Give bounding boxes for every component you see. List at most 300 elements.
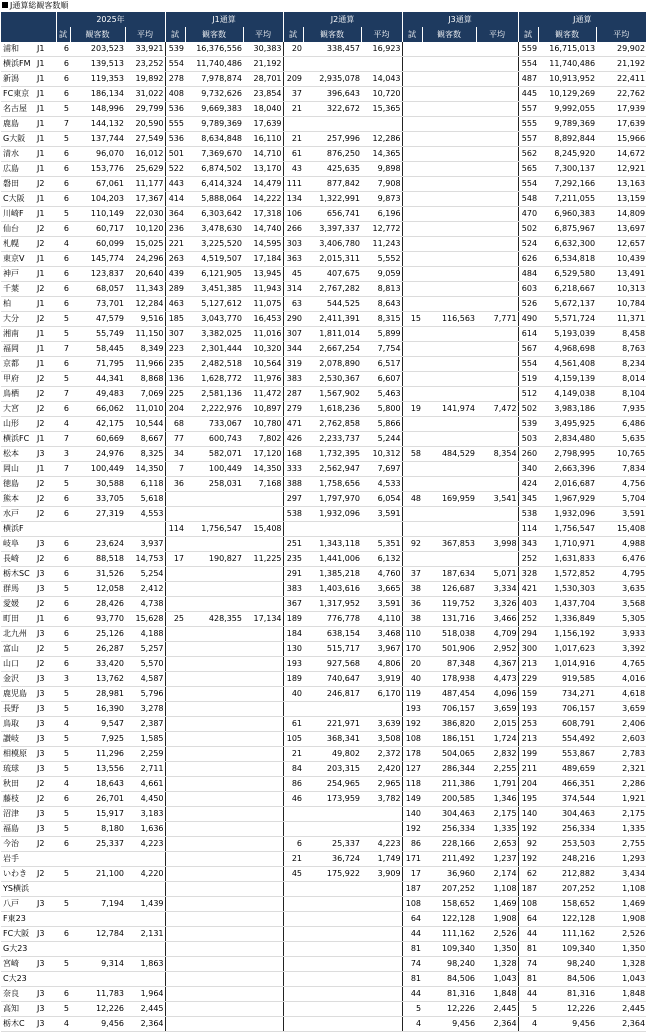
j2-average-cell: 10,312 [361, 447, 402, 462]
j3-games-cell: 81 [402, 942, 422, 957]
j1-average-cell: 11,075 [243, 297, 283, 312]
header-attendance: 観客数 [303, 27, 361, 42]
total-games-cell: 554 [518, 177, 538, 192]
j3-attendance-cell [422, 222, 476, 237]
total-average-cell: 1,328 [596, 957, 646, 972]
games-2025-cell: 6 [56, 357, 70, 372]
header-average: 平均 [243, 27, 283, 42]
j2-average-cell: 15,365 [361, 102, 402, 117]
j2-attendance-cell: 2,762,858 [303, 417, 361, 432]
header-average: 平均 [125, 27, 165, 42]
total-attendance-cell: 1,631,833 [538, 552, 596, 567]
j3-average-cell [476, 117, 518, 132]
team-name-cell: 広島 [1, 162, 34, 177]
attendance-2025-cell: 71,795 [70, 357, 125, 372]
j1-games-cell: 185 [165, 312, 185, 327]
j3-average-cell [476, 57, 518, 72]
team-name-cell: 山形 [1, 417, 34, 432]
games-2025-cell: 3 [56, 447, 70, 462]
j1-games-cell: 539 [165, 42, 185, 57]
total-average-cell: 14,809 [596, 207, 646, 222]
table-row [1, 402, 646, 417]
j1-average-cell: 15,408 [243, 522, 283, 537]
header-attendance: 観客数 [185, 27, 243, 42]
j1-games-cell: 221 [165, 237, 185, 252]
games-2025-cell: 5 [56, 642, 70, 657]
division-cell: J2 [34, 477, 56, 492]
division-cell: J3 [34, 627, 56, 642]
average-2025-cell: 14,753 [125, 552, 165, 567]
j1-average-cell: 17,120 [243, 447, 283, 462]
attendance-2025-cell: 18,643 [70, 777, 125, 792]
total-games-cell: 526 [518, 297, 538, 312]
table-row [1, 717, 646, 732]
total-average-cell: 2,175 [596, 807, 646, 822]
total-games-cell: 503 [518, 432, 538, 447]
attendance-2025-cell: 60,099 [70, 237, 125, 252]
j3-attendance-cell [422, 477, 476, 492]
average-2025-cell [125, 942, 165, 957]
division-cell: J1 [34, 462, 56, 477]
j2-attendance-cell: 221,971 [303, 717, 361, 732]
team-name-cell: G大阪 [1, 132, 34, 147]
j3-games-cell: 44 [402, 927, 422, 942]
team-name-cell: 富山 [1, 642, 34, 657]
j1-games-cell [165, 837, 185, 852]
j1-attendance-cell [185, 822, 243, 837]
j2-attendance-cell: 2,767,282 [303, 282, 361, 297]
total-attendance-cell: 4,159,139 [538, 372, 596, 387]
j2-games-cell: 168 [283, 447, 303, 462]
division-cell [34, 972, 56, 987]
j3-games-cell: 5 [402, 1002, 422, 1017]
j2-average-cell: 6,132 [361, 552, 402, 567]
total-attendance-cell: 554,492 [538, 732, 596, 747]
table-row [1, 1002, 646, 1017]
total-attendance-cell: 2,798,995 [538, 447, 596, 462]
team-name-cell: 磐田 [1, 177, 34, 192]
j1-attendance-cell [185, 1002, 243, 1017]
j1-attendance-cell: 4,519,507 [185, 252, 243, 267]
j1-average-cell [243, 897, 283, 912]
j2-attendance-cell: 338,457 [303, 42, 361, 57]
team-name-cell: 愛媛 [1, 597, 34, 612]
j1-average-cell [243, 672, 283, 687]
division-cell: J2 [34, 387, 56, 402]
j3-games-cell [402, 252, 422, 267]
j2-games-cell: 303 [283, 237, 303, 252]
total-games-cell: 211 [518, 762, 538, 777]
games-2025-cell: 6 [56, 537, 70, 552]
total-attendance-cell: 81,316 [538, 987, 596, 1002]
j1-average-cell: 7,168 [243, 477, 283, 492]
total-attendance-cell: 919,585 [538, 672, 596, 687]
table-row [1, 72, 646, 87]
j2-average-cell: 3,909 [361, 867, 402, 882]
average-2025-cell [125, 882, 165, 897]
total-attendance-cell: 9,789,369 [538, 117, 596, 132]
total-games-cell: 44 [518, 987, 538, 1002]
j2-average-cell: 3,591 [361, 597, 402, 612]
j1-attendance-cell: 582,071 [185, 447, 243, 462]
j1-average-cell: 16,453 [243, 312, 283, 327]
j2-attendance-cell [303, 57, 361, 72]
average-2025-cell: 2,131 [125, 927, 165, 942]
attendance-2025-cell: 26,701 [70, 792, 125, 807]
j1-attendance-cell: 9,789,369 [185, 117, 243, 132]
j2-average-cell: 3,591 [361, 507, 402, 522]
total-games-cell: 159 [518, 687, 538, 702]
j1-average-cell: 14,479 [243, 177, 283, 192]
j1-attendance-cell [185, 537, 243, 552]
attendance-2025-cell: 31,526 [70, 567, 125, 582]
j1-average-cell [243, 777, 283, 792]
total-games-cell: 565 [518, 162, 538, 177]
games-2025-cell: 6 [56, 162, 70, 177]
team-name-cell: 今治 [1, 837, 34, 852]
j1-games-cell [165, 792, 185, 807]
division-cell: J1 [34, 42, 56, 57]
games-2025-cell: 5 [56, 207, 70, 222]
games-2025-cell: 5 [56, 102, 70, 117]
j2-games-cell: 61 [283, 147, 303, 162]
j1-average-cell: 7,802 [243, 432, 283, 447]
j2-average-cell: 6,517 [361, 357, 402, 372]
games-2025-cell: 5 [56, 312, 70, 327]
team-name-cell: 徳島 [1, 477, 34, 492]
j2-attendance-cell [303, 117, 361, 132]
j2-games-cell: 287 [283, 387, 303, 402]
j3-attendance-cell [422, 162, 476, 177]
team-name-cell: 甲府 [1, 372, 34, 387]
j2-attendance-cell [303, 927, 361, 942]
table-row [1, 762, 646, 777]
games-2025-cell: 5 [56, 327, 70, 342]
average-2025-cell: 4,661 [125, 777, 165, 792]
total-attendance-cell: 608,791 [538, 717, 596, 732]
total-games-cell: 559 [518, 42, 538, 57]
division-cell: J1 [34, 207, 56, 222]
total-games-cell: 484 [518, 267, 538, 282]
j2-average-cell: 8,813 [361, 282, 402, 297]
j2-games-cell: 43 [283, 162, 303, 177]
j1-average-cell: 10,320 [243, 342, 283, 357]
j1-games-cell: 555 [165, 117, 185, 132]
average-2025-cell: 11,150 [125, 327, 165, 342]
j2-average-cell [361, 882, 402, 897]
j2-average-cell: 11,243 [361, 237, 402, 252]
j2-average-cell: 8,643 [361, 297, 402, 312]
j3-games-cell [402, 192, 422, 207]
j2-average-cell: 7,908 [361, 177, 402, 192]
games-2025-cell: 6 [56, 402, 70, 417]
j3-attendance-cell [422, 57, 476, 72]
division-cell: J2 [34, 237, 56, 252]
j1-average-cell: 18,040 [243, 102, 283, 117]
division-cell: J2 [34, 552, 56, 567]
total-attendance-cell: 1,530,303 [538, 582, 596, 597]
attendance-2025-cell [70, 912, 125, 927]
j3-games-cell [402, 72, 422, 87]
average-2025-cell: 4,450 [125, 792, 165, 807]
team-name-cell: 名古屋 [1, 102, 34, 117]
total-average-cell: 10,765 [596, 447, 646, 462]
j3-games-cell [402, 267, 422, 282]
j3-games-cell: 192 [402, 717, 422, 732]
j3-attendance-cell: 116,563 [422, 312, 476, 327]
total-games-cell: 340 [518, 462, 538, 477]
j2-games-cell: 21 [283, 747, 303, 762]
total-average-cell: 6,476 [596, 552, 646, 567]
total-average-cell: 6,486 [596, 417, 646, 432]
division-cell: J2 [34, 837, 56, 852]
total-average-cell: 8,104 [596, 387, 646, 402]
j3-attendance-cell [422, 237, 476, 252]
average-2025-cell: 2,412 [125, 582, 165, 597]
attendance-2025-cell: 110,149 [70, 207, 125, 222]
j1-games-cell [165, 747, 185, 762]
games-2025-cell: 4 [56, 1017, 70, 1032]
j2-attendance-cell: 246,817 [303, 687, 361, 702]
j1-attendance-cell [185, 777, 243, 792]
j2-attendance-cell: 1,385,218 [303, 567, 361, 582]
average-2025-cell [125, 912, 165, 927]
j1-games-cell [165, 687, 185, 702]
j3-games-cell: 178 [402, 747, 422, 762]
j2-attendance-cell: 1,797,970 [303, 492, 361, 507]
j2-attendance-cell [303, 1002, 361, 1017]
division-cell [34, 522, 56, 537]
j2-attendance-cell: 544,525 [303, 297, 361, 312]
total-average-cell: 10,784 [596, 297, 646, 312]
j1-games-cell: 289 [165, 282, 185, 297]
j1-attendance-cell [185, 807, 243, 822]
j3-games-cell: 140 [402, 807, 422, 822]
games-2025-cell: 6 [56, 987, 70, 1002]
j1-attendance-cell [185, 732, 243, 747]
attendance-2025-cell: 33,705 [70, 492, 125, 507]
total-attendance-cell: 256,334 [538, 822, 596, 837]
average-2025-cell: 4,223 [125, 837, 165, 852]
table-row [1, 1017, 646, 1032]
j3-games-cell [402, 342, 422, 357]
total-games-cell: 345 [518, 492, 538, 507]
table-row [1, 867, 646, 882]
j2-attendance-cell: 2,411,391 [303, 312, 361, 327]
division-cell: J1 [34, 87, 56, 102]
total-attendance-cell: 3,495,925 [538, 417, 596, 432]
attendance-2025-cell: 144,132 [70, 117, 125, 132]
j3-average-cell: 1,791 [476, 777, 518, 792]
j3-average-cell: 3,541 [476, 492, 518, 507]
j1-average-cell [243, 732, 283, 747]
j3-games-cell [402, 507, 422, 522]
j2-games-cell [283, 942, 303, 957]
j1-average-cell [243, 582, 283, 597]
total-average-cell: 2,286 [596, 777, 646, 792]
j3-average-cell [476, 462, 518, 477]
games-2025-cell: 6 [56, 87, 70, 102]
attendance-2025-cell: 47,579 [70, 312, 125, 327]
j2-games-cell: 363 [283, 252, 303, 267]
j1-games-cell: 278 [165, 72, 185, 87]
total-games-cell: 5 [518, 1002, 538, 1017]
total-games-cell: 554 [518, 357, 538, 372]
j2-attendance-cell: 1,811,014 [303, 327, 361, 342]
average-2025-cell: 16,012 [125, 147, 165, 162]
j1-attendance-cell: 9,669,383 [185, 102, 243, 117]
total-games-cell: 554 [518, 57, 538, 72]
j1-games-cell [165, 567, 185, 582]
games-2025-cell: 5 [56, 132, 70, 147]
j1-average-cell: 11,016 [243, 327, 283, 342]
j3-average-cell: 2,952 [476, 642, 518, 657]
games-2025-cell: 5 [56, 822, 70, 837]
j1-attendance-cell [185, 912, 243, 927]
j2-games-cell: 20 [283, 42, 303, 57]
average-2025-cell: 23,252 [125, 57, 165, 72]
total-attendance-cell: 4,149,038 [538, 387, 596, 402]
team-name-cell: 讃岐 [1, 732, 34, 747]
total-average-cell: 2,526 [596, 927, 646, 942]
j3-games-cell [402, 162, 422, 177]
j3-attendance-cell: 122,128 [422, 912, 476, 927]
average-2025-cell: 24,296 [125, 252, 165, 267]
attendance-2025-cell: 100,449 [70, 462, 125, 477]
j2-average-cell [361, 942, 402, 957]
j1-games-cell: 414 [165, 192, 185, 207]
games-2025-cell [56, 912, 70, 927]
attendance-2025-cell: 203,523 [70, 42, 125, 57]
table-row [1, 462, 646, 477]
j2-average-cell: 5,800 [361, 402, 402, 417]
attendance-2025-cell: 7,925 [70, 732, 125, 747]
j1-attendance-cell [185, 837, 243, 852]
j3-average-cell [476, 327, 518, 342]
j1-games-cell [165, 537, 185, 552]
j2-average-cell: 14,365 [361, 147, 402, 162]
j2-games-cell: 307 [283, 327, 303, 342]
j1-attendance-cell: 190,827 [185, 552, 243, 567]
j3-average-cell [476, 342, 518, 357]
division-cell: J1 [34, 267, 56, 282]
attendance-2025-cell: 153,776 [70, 162, 125, 177]
j2-games-cell: 266 [283, 222, 303, 237]
j3-attendance-cell [422, 117, 476, 132]
table-row [1, 957, 646, 972]
total-attendance-cell: 122,128 [538, 912, 596, 927]
j3-average-cell [476, 372, 518, 387]
j2-attendance-cell: 173,959 [303, 792, 361, 807]
division-cell: J1 [34, 102, 56, 117]
division-cell: J3 [34, 1017, 56, 1032]
games-2025-cell [56, 972, 70, 987]
j3-average-cell: 1,469 [476, 897, 518, 912]
j2-games-cell: 40 [283, 687, 303, 702]
j2-average-cell: 6,607 [361, 372, 402, 387]
total-average-cell: 1,043 [596, 972, 646, 987]
total-average-cell: 15,966 [596, 132, 646, 147]
table-row [1, 432, 646, 447]
j3-attendance-cell [422, 102, 476, 117]
j2-average-cell [361, 822, 402, 837]
games-2025-cell: 4 [56, 237, 70, 252]
j1-average-cell: 14,595 [243, 237, 283, 252]
j3-attendance-cell: 81,316 [422, 987, 476, 1002]
j2-games-cell: 106 [283, 207, 303, 222]
division-cell [34, 912, 56, 927]
total-attendance-cell: 1,967,929 [538, 492, 596, 507]
division-cell [34, 882, 56, 897]
total-average-cell: 5,305 [596, 612, 646, 627]
games-2025-cell: 6 [56, 927, 70, 942]
header-average: 平均 [596, 27, 646, 42]
j2-average-cell: 2,420 [361, 762, 402, 777]
table-row [1, 897, 646, 912]
games-2025-cell: 5 [56, 807, 70, 822]
j1-attendance-cell: 3,451,385 [185, 282, 243, 297]
total-games-cell: 204 [518, 777, 538, 792]
j1-games-cell [165, 597, 185, 612]
j3-attendance-cell: 9,456 [422, 1017, 476, 1032]
j2-average-cell: 3,967 [361, 642, 402, 657]
table-row [1, 567, 646, 582]
j2-games-cell: 314 [283, 282, 303, 297]
j3-games-cell: 81 [402, 972, 422, 987]
j1-attendance-cell [185, 957, 243, 972]
average-2025-cell: 1,585 [125, 732, 165, 747]
total-average-cell: 1,908 [596, 912, 646, 927]
j3-average-cell [476, 282, 518, 297]
total-games-cell: 253 [518, 717, 538, 732]
j1-average-cell [243, 762, 283, 777]
table-row [1, 687, 646, 702]
j1-attendance-cell: 3,225,520 [185, 237, 243, 252]
j2-average-cell: 6,170 [361, 687, 402, 702]
j2-average-cell: 4,760 [361, 567, 402, 582]
j1-games-cell: 443 [165, 177, 185, 192]
table-row [1, 42, 646, 57]
j1-attendance-cell [185, 747, 243, 762]
j1-average-cell: 23,854 [243, 87, 283, 102]
total-average-cell: 13,491 [596, 267, 646, 282]
average-2025-cell: 4,587 [125, 672, 165, 687]
total-games-cell: 555 [518, 117, 538, 132]
games-2025-cell: 6 [56, 267, 70, 282]
games-2025-cell: 6 [56, 57, 70, 72]
games-2025-cell: 6 [56, 792, 70, 807]
j2-average-cell: 3,665 [361, 582, 402, 597]
j1-attendance-cell: 428,355 [185, 612, 243, 627]
total-average-cell: 8,234 [596, 357, 646, 372]
total-attendance-cell: 1,156,192 [538, 627, 596, 642]
table-row [1, 117, 646, 132]
j3-attendance-cell [422, 327, 476, 342]
j2-games-cell: 367 [283, 597, 303, 612]
j2-attendance-cell: 368,341 [303, 732, 361, 747]
team-name-cell: 長崎 [1, 552, 34, 567]
team-name-cell: 大宮 [1, 402, 34, 417]
total-games-cell: 192 [518, 822, 538, 837]
total-games-cell: 502 [518, 402, 538, 417]
j2-games-cell: 134 [283, 192, 303, 207]
j2-average-cell: 3,639 [361, 717, 402, 732]
j3-games-cell [402, 147, 422, 162]
header-j1-total: J1通算 [165, 12, 283, 27]
average-2025-cell [125, 852, 165, 867]
j3-games-cell [402, 432, 422, 447]
table-row [1, 627, 646, 642]
